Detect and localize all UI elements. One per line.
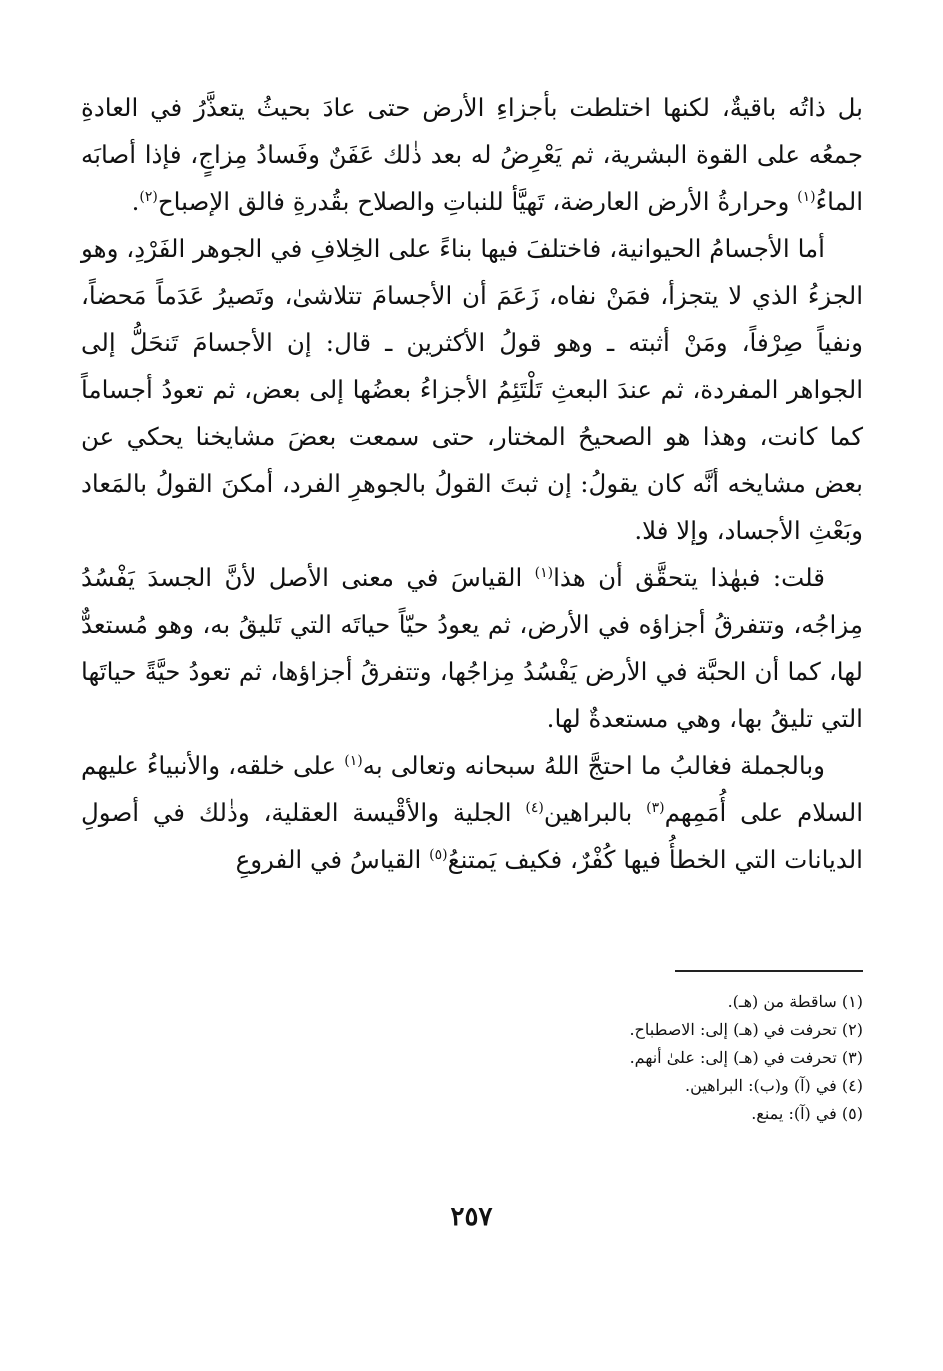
paragraph-2 xyxy=(81,225,863,554)
footnote-1: (١) ساقطة من (هـ). xyxy=(727,992,863,1011)
footnote-3: (٣) تحرفت في (هـ) إلى: علىٰ أنهم. xyxy=(629,1048,863,1067)
footnote-ref: (١) xyxy=(534,564,554,581)
footnotes xyxy=(263,988,863,1128)
text-run: وحرارةُ الأرض العارضة، تَهيَّأ للنباتِ والصلاح بقُدرةِ فالق الإصباح xyxy=(157,187,798,216)
text-run: أما الأجسامُ الحيوانية، فاختلفَ فيها بناءً على الخِلافِ في الجوهر الفَرْدِ، وهو الجزءُ الذي لا يتجزأ، فمَنْ نفاه، زَعَمَ أن الأجسامَ تتلاشىٰ، وتَصيرُ عَدَماً مَحضاً، ونفياً صِرْفاً، ومَنْ أثبته ـ وهو قولُ الأكثرين ـ قال: إن الأجسامَ تَنحَلُّ إلى الجواهر المفردة، ثم عندَ البعثِ تَلْتَئِمُ الأجزاءُ بعضُها إلى بعض، ثم تعودُ أجساماً كما كانت، وهذا هو الصحيحُ المختار، حتى سمعت بعضَ مشايخنا يحكي عن بعض مشايخه أنَّه كان يقولُ: إن ثبتَ القولُ بالجوهرِ الفرد، أمكنَ القولُ بالمَعاد وبَعْثِ الأجساد، وإلا فلا. xyxy=(81,234,863,545)
paragraph-4 xyxy=(81,742,863,883)
footnote-4: (٤) في (آ) و(ب): البراهين. xyxy=(685,1076,863,1095)
footnote-ref: (٢) xyxy=(139,188,158,205)
paragraph-1 xyxy=(81,84,863,225)
text-run: وبالجملة فغالبُ ما احتجَّ اللهُ سبحانه وتعالى به xyxy=(362,751,825,780)
paragraph-3 xyxy=(81,554,863,742)
footnote-2: (٢) تحرفت في (هـ) إلى: الاصطباح. xyxy=(629,1020,863,1039)
text-run: . xyxy=(131,187,140,216)
footnote-ref: (٤) xyxy=(525,799,544,816)
text-run: بالبراهين xyxy=(543,798,647,827)
text-run: على خلقه، والأنبياءُ عليهم السلام على أُمَمِهم xyxy=(81,751,863,827)
text-run: القياسَ في معنى الأصل لأنَّ الجسدَ يَفْسُدُ مِزاجُه، وتتفرقُ أجزاؤه في الأرض، ثم يعودُ حيّاً حياتَه التي تَليقُ به، وهو مُستعدٌّ لها، كما أن الحبَّة في الأرض يَفْسُدُ مِزاجُها، وتتفرقُ أجزاؤها، ثم تعودُ حيَّةً حياتَها التي تليقُ بها، وهي مستعدةٌ لها. xyxy=(81,563,863,733)
text-run: قلت: فبهٰذا يتحقَّق أن هذا xyxy=(553,563,825,592)
text-run: بل ذاتُه باقيةٌ، لكنها اختلطت بأجزاءِ الأرض حتى عادَ بحيثُ يتعذَّرُ في العادةِ جمعُه على القوة البشرية، ثم يَعْرِضُ له بعد ذٰلك عَفَنٌ وفَسادُ مِزاجٍ، فإذا أصابَه الماءُ xyxy=(81,93,863,216)
footnote-5: (٥) في (آ): يمنع. xyxy=(751,1104,863,1123)
footnote-ref: (٣) xyxy=(646,799,665,816)
text-run: القياسُ في الفروعِ xyxy=(235,845,430,874)
main-text xyxy=(81,84,863,883)
footnote-divider xyxy=(675,970,863,972)
text-run: الجلية والأقْيسة العقلية، وذٰلك في أصولِ الديانات التي الخطأُ فيها كُفْرٌ، فكيف يَمتنعُ xyxy=(81,798,863,874)
footnote-ref: (١) xyxy=(344,752,363,769)
page-number: ٢٥٧ xyxy=(450,1202,493,1232)
footnote-ref: (٥) xyxy=(429,846,448,863)
footnote-ref: (١) xyxy=(797,188,816,205)
